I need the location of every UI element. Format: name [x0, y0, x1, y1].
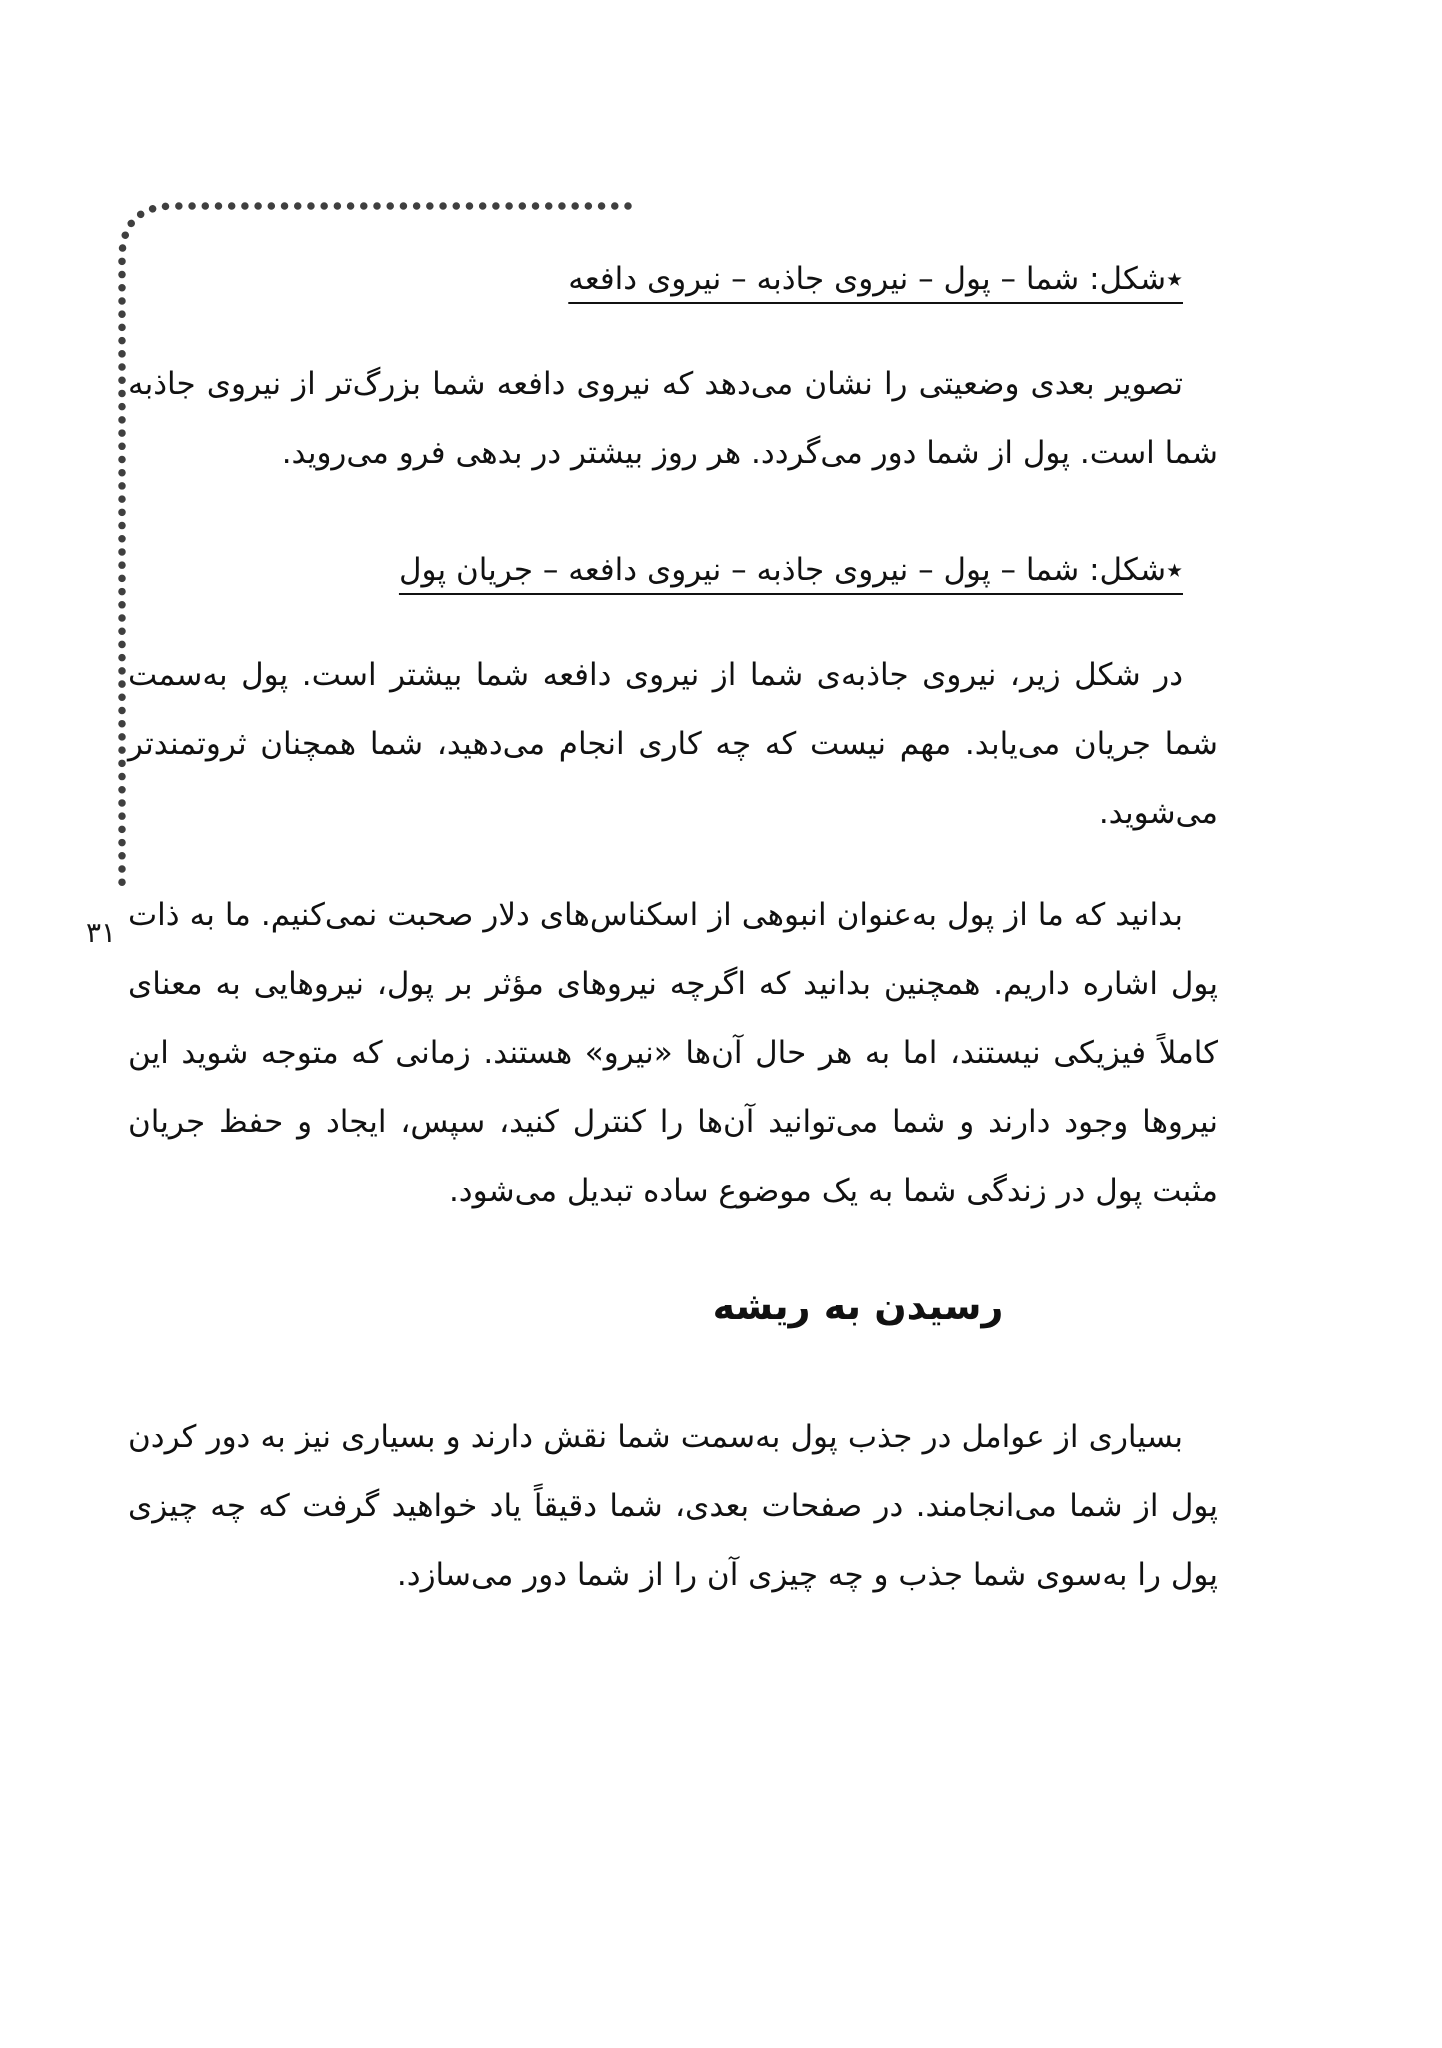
figure-caption-1: ٭شکل: شما – پول – نیروی جاذبه – نیروی دافعه	[568, 261, 1183, 297]
page-content	[128, 245, 1218, 1610]
page-number: ۳۱	[86, 916, 117, 949]
paragraph-repulsive-force: تصویر بعدی وضعیتی را نشان می‌دهد که نیروی دافعه شما بزرگ‌تر از نیروی جاذبه شما است. پول از شما دور می‌گردد. هر روز بیشتر در بدهی فرو می‌روید.	[128, 366, 1218, 471]
figure-caption-2: ٭شکل: شما – پول – نیروی جاذبه – نیروی دافعه – جریان پول	[398, 552, 1183, 588]
paragraph-money-forces: بدانید که ما از پول به‌عنوان انبوهی از اسکناس‌های دلار صحبت نمی‌کنیم. ما به ذات پول اشاره داریم. همچنین بدانید که اگرچه نیروهای مؤثر بر پول، نیروهایی به معنای کاملاً فیزیکی نیستند، اما به هر حال آن‌ها «نیرو» هستند. زمانی که متوجه شوید این نیروها وجود دارند و شما می‌توانید آن‌ها را کنترل کنید، سپس، ایجاد و حفظ جریان مثبت پول در زندگی شما به یک موضوع ساده تبدیل می‌شود.	[128, 897, 1218, 1209]
paragraph-attractive-force: در شکل زیر، نیروی جاذبه‌ی شما از نیروی دافعه شما بیشتر است. پول به‌سمت شما جریان می‌یابد. مهم نیست که چه کاری انجام می‌دهید، شما همچنان ثروتمندتر می‌شوید.	[128, 657, 1218, 831]
section-heading: رسیدن به ریشه	[712, 1284, 1004, 1328]
paragraph-factors: بسیاری از عوامل در جذب پول به‌سمت شما نقش دارند و بسیاری نیز به دور کردن پول از شما می‌انجامند. در صفحات بعدی، شما دقیقاً یاد خواهید گرفت که چه چیزی پول را به‌سوی شما جذب و چه چیزی آن را از شما دور می‌سازد.	[128, 1419, 1218, 1593]
